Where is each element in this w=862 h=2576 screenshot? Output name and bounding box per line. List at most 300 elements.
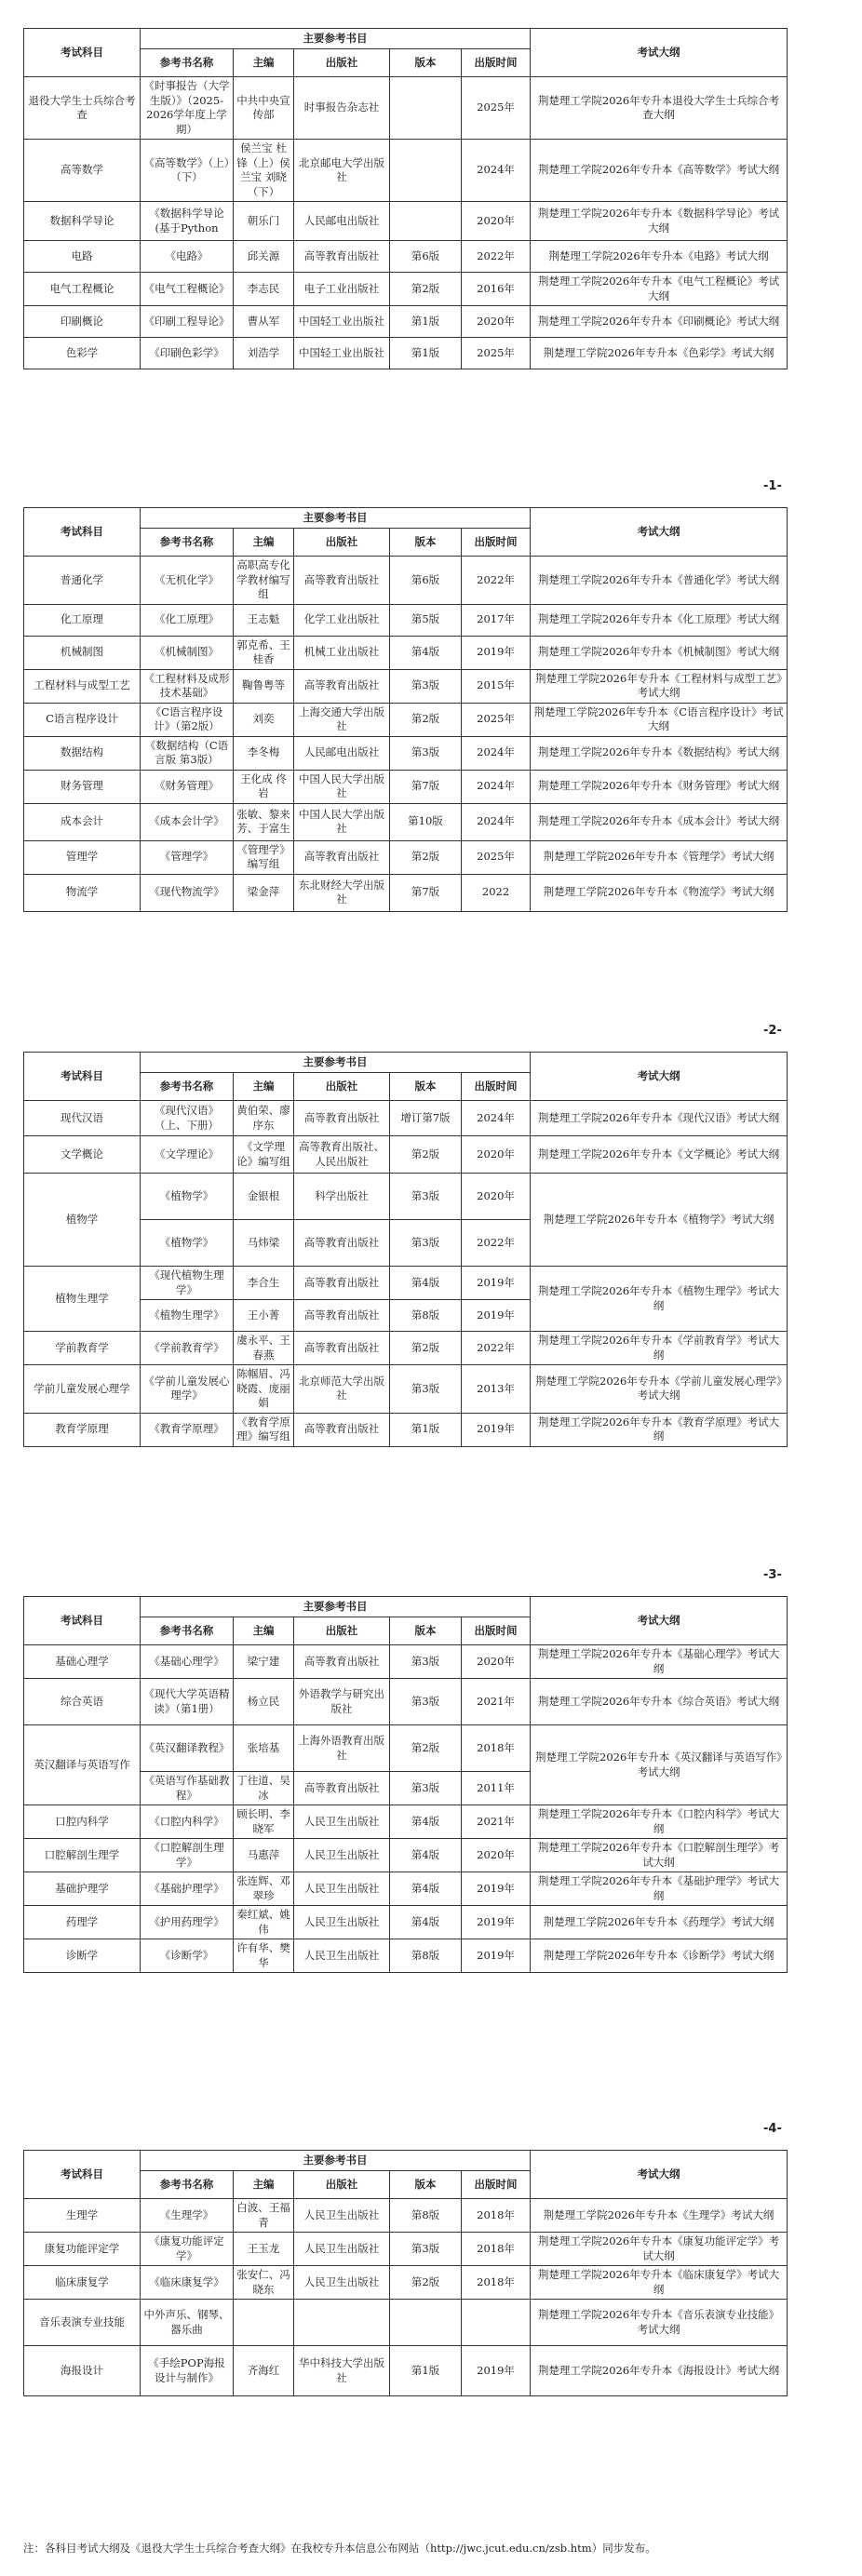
header-edition: 版本	[390, 49, 462, 77]
subject-cell: C语言程序设计	[24, 703, 141, 736]
outline-cell: 荆楚理工学院2026年专升本《成本会计》考试大纲	[531, 803, 788, 840]
header-book-title: 参考书名称	[141, 1617, 234, 1645]
editor-cell: 梁金萍	[234, 874, 294, 911]
table-row	[24, 604, 788, 636]
book-title-cell: 《电路》	[141, 241, 234, 273]
outline-cell: 荆楚理工学院2026年专升本《化工原理》考试大纲	[531, 604, 788, 636]
footnote-text: 注：各科目考试大纲及《退役大学生士兵综合考查大纲》在我校专升本信息公布网站（	[23, 2541, 430, 2555]
table-row	[24, 736, 788, 770]
header-subject: 考试科目	[24, 29, 141, 77]
editor-cell: 李志民	[234, 273, 294, 306]
publish-date-cell: 2020年	[462, 1839, 531, 1872]
subject-cell: 诊断学	[24, 1939, 141, 1973]
editor-cell: 王化成 佟岩	[234, 770, 294, 803]
publisher-cell: 上海交通大学出版社	[294, 703, 390, 736]
editor-cell: 朝乐门	[234, 202, 294, 241]
subject-cell: 工程材料与成型工艺	[24, 669, 141, 703]
editor-cell: 郭克希、王桂香	[234, 636, 294, 669]
publish-date-cell: 2019年	[462, 1939, 531, 1973]
subject-cell: 植物学	[24, 1174, 141, 1267]
book-title-cell: 《教育学原理》	[141, 1413, 234, 1446]
header-publisher: 出版社	[294, 49, 390, 77]
header-book-title: 参考书名称	[141, 529, 234, 557]
table-row	[24, 669, 788, 703]
header-reference-books: 主要参考书目	[141, 29, 531, 49]
subject-cell: 退役大学生士兵综合考查	[24, 77, 141, 140]
edition-cell: 第7版	[390, 874, 462, 911]
subject-cell: 基础护理学	[24, 1872, 141, 1906]
table-row	[24, 1136, 788, 1174]
editor-cell	[234, 2300, 294, 2346]
table-row	[24, 1872, 788, 1906]
header-outline: 考试大纲	[531, 1597, 788, 1645]
table-row	[24, 140, 788, 202]
editor-cell: 陈帼眉、冯晓霞、庞丽娟	[234, 1365, 294, 1414]
editor-cell: 杨立民	[234, 1679, 294, 1725]
publisher-cell: 高等教育出版社	[294, 669, 390, 703]
subject-cell: 海报设计	[24, 2346, 141, 2396]
subject-cell: 基础心理学	[24, 1645, 141, 1679]
editor-cell: 《文学理论》编写组	[234, 1136, 294, 1174]
edition-cell: 第4版	[390, 1906, 462, 1939]
edition-cell: 第2版	[390, 273, 462, 306]
subject-cell: 成本会计	[24, 803, 141, 840]
editor-cell: 王志魁	[234, 604, 294, 636]
header-reference-books: 主要参考书目	[141, 1597, 531, 1617]
publisher-cell: 人民卫生出版社	[294, 2233, 390, 2266]
book-title-cell: 《护用药理学》	[141, 1906, 234, 1939]
publish-date-cell: 2019年	[462, 636, 531, 669]
header-publish-date: 出版时间	[462, 2171, 531, 2199]
outline-cell: 荆楚理工学院2026年专升本《口腔内科学》考试大纲	[531, 1805, 788, 1839]
outline-cell: 荆楚理工学院2026年专升本《口腔解剖生理学》考试大纲	[531, 1839, 788, 1872]
subject-cell: 康复功能评定学	[24, 2233, 141, 2266]
table-row	[24, 1839, 788, 1872]
subject-cell: 口腔内科学	[24, 1805, 141, 1839]
editor-cell: 刘奕	[234, 703, 294, 736]
publisher-cell: 高等教育出版社	[294, 1300, 390, 1332]
header-publisher: 出版社	[294, 2171, 390, 2199]
publisher-cell: 人民邮电出版社	[294, 736, 390, 770]
editor-cell: 邱关源	[234, 241, 294, 273]
editor-cell: 侯兰宝 杜锋（上）侯兰宝 刘晓（下）	[234, 140, 294, 202]
footnote-link[interactable]: http://jwc.jcut.edu.cn/zsb.htm	[430, 2541, 592, 2555]
editor-cell: 丁往道、吴冰	[234, 1772, 294, 1805]
outline-cell: 荆楚理工学院2026年专升本《植物学》考试大纲	[531, 1174, 788, 1267]
table-row	[24, 1645, 788, 1679]
edition-cell	[390, 202, 462, 241]
editor-cell: 王玉龙	[234, 2233, 294, 2266]
book-title-cell: 《临床康复学》	[141, 2266, 234, 2300]
header-edition: 版本	[390, 529, 462, 557]
header-outline: 考试大纲	[531, 1053, 788, 1101]
header-book-title: 参考书名称	[141, 1073, 234, 1101]
outline-cell: 荆楚理工学院2026年专升本《印刷概论》考试大纲	[531, 306, 788, 338]
table-row	[24, 273, 788, 306]
publish-date-cell: 2022	[462, 874, 531, 911]
outline-cell: 荆楚理工学院2026年专升本《数据科学导论》考试大纲	[531, 202, 788, 241]
publish-date-cell: 2025年	[462, 840, 531, 874]
edition-cell: 第3版	[390, 2233, 462, 2266]
book-title-cell: 《管理学》	[141, 840, 234, 874]
publish-date-cell: 2018年	[462, 2266, 531, 2300]
outline-cell: 荆楚理工学院2026年专升本《色彩学》考试大纲	[531, 338, 788, 369]
subject-cell: 数据科学导论	[24, 202, 141, 241]
publisher-cell: 北京邮电大学出版社	[294, 140, 390, 202]
book-title-cell: 《机械制图》	[141, 636, 234, 669]
publisher-cell: 人民卫生出版社	[294, 1906, 390, 1939]
header-publish-date: 出版时间	[462, 49, 531, 77]
publish-date-cell: 2024年	[462, 140, 531, 202]
publish-date-cell: 2018年	[462, 2199, 531, 2233]
edition-cell: 第3版	[390, 1679, 462, 1725]
outline-cell: 荆楚理工学院2026年专升本《机械制图》考试大纲	[531, 636, 788, 669]
header-publish-date: 出版时间	[462, 1073, 531, 1101]
editor-cell: 张安仁、冯晓东	[234, 2266, 294, 2300]
publish-date-cell: 2017年	[462, 604, 531, 636]
book-title-cell: 《口腔解剖生理学》	[141, 1839, 234, 1872]
edition-cell: 第1版	[390, 2346, 462, 2396]
outline-cell: 荆楚理工学院2026年专升本《海报设计》考试大纲	[531, 2346, 788, 2396]
edition-cell	[390, 77, 462, 140]
publish-date-cell	[462, 2300, 531, 2346]
subject-cell: 印刷概论	[24, 306, 141, 338]
editor-cell: 李冬梅	[234, 736, 294, 770]
publish-date-cell: 2020年	[462, 306, 531, 338]
publisher-cell: 北京师范大学出版社	[294, 1365, 390, 1414]
table-row	[24, 770, 788, 803]
subject-cell: 高等数学	[24, 140, 141, 202]
publish-date-cell: 2024年	[462, 770, 531, 803]
publisher-cell: 电子工业出版社	[294, 273, 390, 306]
table-row	[24, 1267, 788, 1300]
subject-cell: 电气工程概论	[24, 273, 141, 306]
publish-date-cell: 2019年	[462, 1300, 531, 1332]
edition-cell: 第3版	[390, 1645, 462, 1679]
header-editor: 主编	[234, 2171, 294, 2199]
table-row	[24, 202, 788, 241]
header-publish-date: 出版时间	[462, 529, 531, 557]
book-title-cell: 《工程材料及成形技术基础》	[141, 669, 234, 703]
editor-cell: 张敏、黎来芳、于富生	[234, 803, 294, 840]
book-title-cell: 《印刷工程导论》	[141, 306, 234, 338]
reference-table	[23, 1052, 788, 1447]
editor-cell: 顾长明、李晓军	[234, 1805, 294, 1839]
editor-cell: 高职高专化学教材编写组	[234, 557, 294, 605]
subject-cell: 数据结构	[24, 736, 141, 770]
reference-table	[23, 2150, 788, 2396]
header-editor: 主编	[234, 529, 294, 557]
publish-date-cell: 2020年	[462, 1645, 531, 1679]
editor-cell: 刘浩学	[234, 338, 294, 369]
edition-cell: 第4版	[390, 1805, 462, 1839]
publish-date-cell: 2020年	[462, 1174, 531, 1220]
book-title-cell: 《印刷色彩学》	[141, 338, 234, 369]
header-row	[24, 1053, 788, 1073]
header-editor: 主编	[234, 1617, 294, 1645]
editor-cell: 金银根	[234, 1174, 294, 1220]
table-row	[24, 2199, 788, 2233]
edition-cell: 第1版	[390, 306, 462, 338]
header-row	[24, 508, 788, 529]
outline-cell: 荆楚理工学院2026年专升本《普通化学》考试大纲	[531, 557, 788, 605]
book-title-cell: 《植物学》	[141, 1174, 234, 1220]
book-title-cell: 《植物学》	[141, 1220, 234, 1267]
publisher-cell: 东北财经大学出版社	[294, 874, 390, 911]
publisher-cell: 高等教育出版社	[294, 1101, 390, 1136]
outline-cell: 荆楚理工学院2026年专升本《物流学》考试大纲	[531, 874, 788, 911]
publish-date-cell: 2025年	[462, 338, 531, 369]
edition-cell: 第1版	[390, 338, 462, 369]
publish-date-cell: 2024年	[462, 803, 531, 840]
book-title-cell: 《现代汉语》（上、下册）	[141, 1101, 234, 1136]
editor-cell: 张连辉、邓翠珍	[234, 1872, 294, 1906]
header-subject: 考试科目	[24, 1597, 141, 1645]
publish-date-cell: 2024年	[462, 736, 531, 770]
header-reference-books: 主要参考书目	[141, 2151, 531, 2171]
book-title-cell: 《英语写作基础教程》	[141, 1772, 234, 1805]
header-book-title: 参考书名称	[141, 2171, 234, 2199]
book-title-cell: 《电气工程概论》	[141, 273, 234, 306]
publish-date-cell: 2025年	[462, 77, 531, 140]
book-title-cell: 《化工原理》	[141, 604, 234, 636]
publish-date-cell: 2013年	[462, 1365, 531, 1414]
publish-date-cell: 2019年	[462, 2346, 531, 2396]
publisher-cell: 上海外语教育出版社	[294, 1725, 390, 1772]
publish-date-cell: 2019年	[462, 1413, 531, 1446]
edition-cell: 第3版	[390, 1772, 462, 1805]
subject-cell: 口腔解剖生理学	[24, 1839, 141, 1872]
edition-cell: 第3版	[390, 736, 462, 770]
header-editor: 主编	[234, 1073, 294, 1101]
table-row	[24, 840, 788, 874]
edition-cell: 第8版	[390, 2199, 462, 2233]
table-row	[24, 1365, 788, 1414]
book-title-cell: 《时事报告（大学生版）》（2025-2026学年度上学期）	[141, 77, 234, 140]
editor-cell: 马炜梁	[234, 1220, 294, 1267]
header-row	[24, 2151, 788, 2171]
table-row	[24, 77, 788, 140]
outline-cell: 荆楚理工学院2026年专升本《康复功能评定学》考试大纲	[531, 2233, 788, 2266]
book-title-cell: 《口腔内科学》	[141, 1805, 234, 1839]
publisher-cell: 人民卫生出版社	[294, 1805, 390, 1839]
publish-date-cell: 2016年	[462, 273, 531, 306]
editor-cell: 白波、王福青	[234, 2199, 294, 2233]
book-title-cell: 《英汉翻译教程》	[141, 1725, 234, 1772]
table-row	[24, 1174, 788, 1220]
publisher-cell: 中国人民大学出版社	[294, 803, 390, 840]
header-edition: 版本	[390, 1073, 462, 1101]
table-row	[24, 1725, 788, 1772]
editor-cell: 秦红斌、姚伟	[234, 1906, 294, 1939]
publisher-cell: 高等教育出版社	[294, 1267, 390, 1300]
table-row	[24, 2300, 788, 2346]
footnote	[23, 2541, 842, 2556]
edition-cell: 第2版	[390, 1136, 462, 1174]
edition-cell	[390, 140, 462, 202]
outline-cell: 荆楚理工学院2026年专升本《药理学》考试大纲	[531, 1906, 788, 1939]
header-edition: 版本	[390, 1617, 462, 1645]
editor-cell: 梁宁建	[234, 1645, 294, 1679]
header-subject: 考试科目	[24, 1053, 141, 1101]
subject-cell: 化工原理	[24, 604, 141, 636]
book-title-cell: 中外声乐、钢琴、器乐曲	[141, 2300, 234, 2346]
table-row	[24, 874, 788, 911]
editor-cell: 黄伯荣、廖序东	[234, 1101, 294, 1136]
table-row	[24, 803, 788, 840]
book-title-cell: 《财务管理》	[141, 770, 234, 803]
book-title-cell: 《成本会计学》	[141, 803, 234, 840]
editor-cell: 中共中央宣传部	[234, 77, 294, 140]
book-title-cell: 《诊断学》	[141, 1939, 234, 1973]
reference-table	[23, 1596, 788, 1973]
editor-cell: 马惠萍	[234, 1839, 294, 1872]
publish-date-cell: 2011年	[462, 1772, 531, 1805]
publish-date-cell: 2018年	[462, 1725, 531, 1772]
publish-date-cell: 2022年	[462, 241, 531, 273]
edition-cell: 第6版	[390, 557, 462, 605]
edition-cell: 第7版	[390, 770, 462, 803]
publisher-cell: 高等教育出版社	[294, 840, 390, 874]
subject-cell: 综合英语	[24, 1679, 141, 1725]
table-row	[24, 241, 788, 273]
edition-cell: 第3版	[390, 1365, 462, 1414]
page-number: -4-	[763, 2122, 782, 2136]
subject-cell: 临床康复学	[24, 2266, 141, 2300]
table-row	[24, 1101, 788, 1136]
outline-cell: 荆楚理工学院2026年专升本《文学概论》考试大纲	[531, 1136, 788, 1174]
book-title-cell: 《基础护理学》	[141, 1872, 234, 1906]
edition-cell: 第1版	[390, 1413, 462, 1446]
subject-cell: 管理学	[24, 840, 141, 874]
subject-cell: 色彩学	[24, 338, 141, 369]
outline-cell: 荆楚理工学院2026年专升本《电气工程概论》考试大纲	[531, 273, 788, 306]
book-title-cell: 《康复功能评定学》	[141, 2233, 234, 2266]
subject-cell: 植物生理学	[24, 1267, 141, 1332]
edition-cell: 第2版	[390, 1332, 462, 1365]
outline-cell: 荆楚理工学院2026年专升本《高等数学》考试大纲	[531, 140, 788, 202]
edition-cell: 第6版	[390, 241, 462, 273]
publish-date-cell: 2022年	[462, 1332, 531, 1365]
publisher-cell: 高等教育出版社	[294, 241, 390, 273]
edition-cell: 第4版	[390, 1267, 462, 1300]
outline-cell: 荆楚理工学院2026年专升本《数据结构》考试大纲	[531, 736, 788, 770]
header-editor: 主编	[234, 49, 294, 77]
header-reference-books: 主要参考书目	[141, 508, 531, 529]
book-title-cell: 《生理学》	[141, 2199, 234, 2233]
edition-cell: 第2版	[390, 1725, 462, 1772]
publish-date-cell: 2022年	[462, 1220, 531, 1267]
book-title-cell: 《现代物流学》	[141, 874, 234, 911]
table-row	[24, 2266, 788, 2300]
edition-cell: 第3版	[390, 1220, 462, 1267]
reference-table	[23, 507, 788, 912]
reference-table	[23, 28, 788, 369]
publish-date-cell: 2015年	[462, 669, 531, 703]
subject-cell: 音乐表演专业技能	[24, 2300, 141, 2346]
outline-cell: 荆楚理工学院2026年专升本《教育学原理》考试大纲	[531, 1413, 788, 1446]
publisher-cell: 科学出版社	[294, 1174, 390, 1220]
publish-date-cell: 2020年	[462, 1136, 531, 1174]
publisher-cell: 人民卫生出版社	[294, 1939, 390, 1973]
publish-date-cell: 2019年	[462, 1267, 531, 1300]
edition-cell: 第4版	[390, 1872, 462, 1906]
book-title-cell: 《现代植物生理学》	[141, 1267, 234, 1300]
edition-cell: 第4版	[390, 636, 462, 669]
publisher-cell: 机械工业出版社	[294, 636, 390, 669]
edition-cell: 第3版	[390, 669, 462, 703]
edition-cell: 第8版	[390, 1939, 462, 1973]
table-row	[24, 1939, 788, 1973]
outline-cell: 荆楚理工学院2026年专升本《基础心理学》考试大纲	[531, 1645, 788, 1679]
outline-cell: 荆楚理工学院2026年专升本《工程材料与成型工艺》考试大纲	[531, 669, 788, 703]
outline-cell: 荆楚理工学院2026年专升本《植物生理学》考试大纲	[531, 1267, 788, 1332]
subject-cell: 电路	[24, 241, 141, 273]
publish-date-cell: 2021年	[462, 1679, 531, 1725]
editor-cell: 王小菁	[234, 1300, 294, 1332]
outline-cell: 荆楚理工学院2026年专升本《管理学》考试大纲	[531, 840, 788, 874]
publisher-cell: 时事报告杂志社	[294, 77, 390, 140]
publish-date-cell: 2018年	[462, 2233, 531, 2266]
subject-cell: 物流学	[24, 874, 141, 911]
publish-date-cell: 2020年	[462, 202, 531, 241]
subject-cell: 生理学	[24, 2199, 141, 2233]
header-outline: 考试大纲	[531, 508, 788, 557]
book-title-cell: 《手绘POP海报设计与制作》	[141, 2346, 234, 2396]
publisher-cell: 高等教育出版社	[294, 1220, 390, 1267]
outline-cell: 荆楚理工学院2026年专升本退役大学生士兵综合考查大纲	[531, 77, 788, 140]
publisher-cell: 外语教学与研究出版社	[294, 1679, 390, 1725]
subject-cell: 学前儿童发展心理学	[24, 1365, 141, 1414]
outline-cell: 荆楚理工学院2026年专升本《临床康复学》考试大纲	[531, 2266, 788, 2300]
page-number: -1-	[763, 479, 782, 493]
header-row	[24, 1597, 788, 1617]
outline-cell: 荆楚理工学院2026年专升本《英汉翻译与英语写作》考试大纲	[531, 1725, 788, 1805]
book-title-cell: 《文学理论》	[141, 1136, 234, 1174]
publisher-cell: 人民卫生出版社	[294, 2199, 390, 2233]
publisher-cell: 高等教育出版社	[294, 1772, 390, 1805]
header-edition: 版本	[390, 2171, 462, 2199]
subject-cell: 普通化学	[24, 557, 141, 605]
table-row	[24, 1332, 788, 1365]
book-title-cell: 《无机化学》	[141, 557, 234, 605]
header-reference-books: 主要参考书目	[141, 1053, 531, 1073]
subject-cell: 英汉翻译与英语写作	[24, 1725, 141, 1805]
header-row	[24, 29, 788, 49]
publisher-cell: 中国轻工业出版社	[294, 306, 390, 338]
outline-cell: 荆楚理工学院2026年专升本《学前儿童发展心理学》考试大纲	[531, 1365, 788, 1414]
subject-cell: 财务管理	[24, 770, 141, 803]
page-number: -3-	[763, 1568, 782, 1582]
editor-cell: 《管理学》编写组	[234, 840, 294, 874]
editor-cell: 许有华、樊华	[234, 1939, 294, 1973]
outline-cell: 荆楚理工学院2026年专升本《C语言程序设计》考试大纲	[531, 703, 788, 736]
table-row	[24, 636, 788, 669]
publisher-cell	[294, 2300, 390, 2346]
table-row	[24, 1805, 788, 1839]
table-row	[24, 557, 788, 605]
outline-cell: 荆楚理工学院2026年专升本《综合英语》考试大纲	[531, 1679, 788, 1725]
header-outline: 考试大纲	[531, 29, 788, 77]
publisher-cell: 人民卫生出版社	[294, 1839, 390, 1872]
page-number: -2-	[763, 1024, 782, 1038]
editor-cell: 鞠鲁粤等	[234, 669, 294, 703]
publisher-cell: 高等教育出版社	[294, 557, 390, 605]
editor-cell: 《教育学原理》编写组	[234, 1413, 294, 1446]
outline-cell: 荆楚理工学院2026年专升本《音乐表演专业技能》考试大纲	[531, 2300, 788, 2346]
table-row	[24, 2346, 788, 2396]
publisher-cell: 华中科技大学出版社	[294, 2346, 390, 2396]
